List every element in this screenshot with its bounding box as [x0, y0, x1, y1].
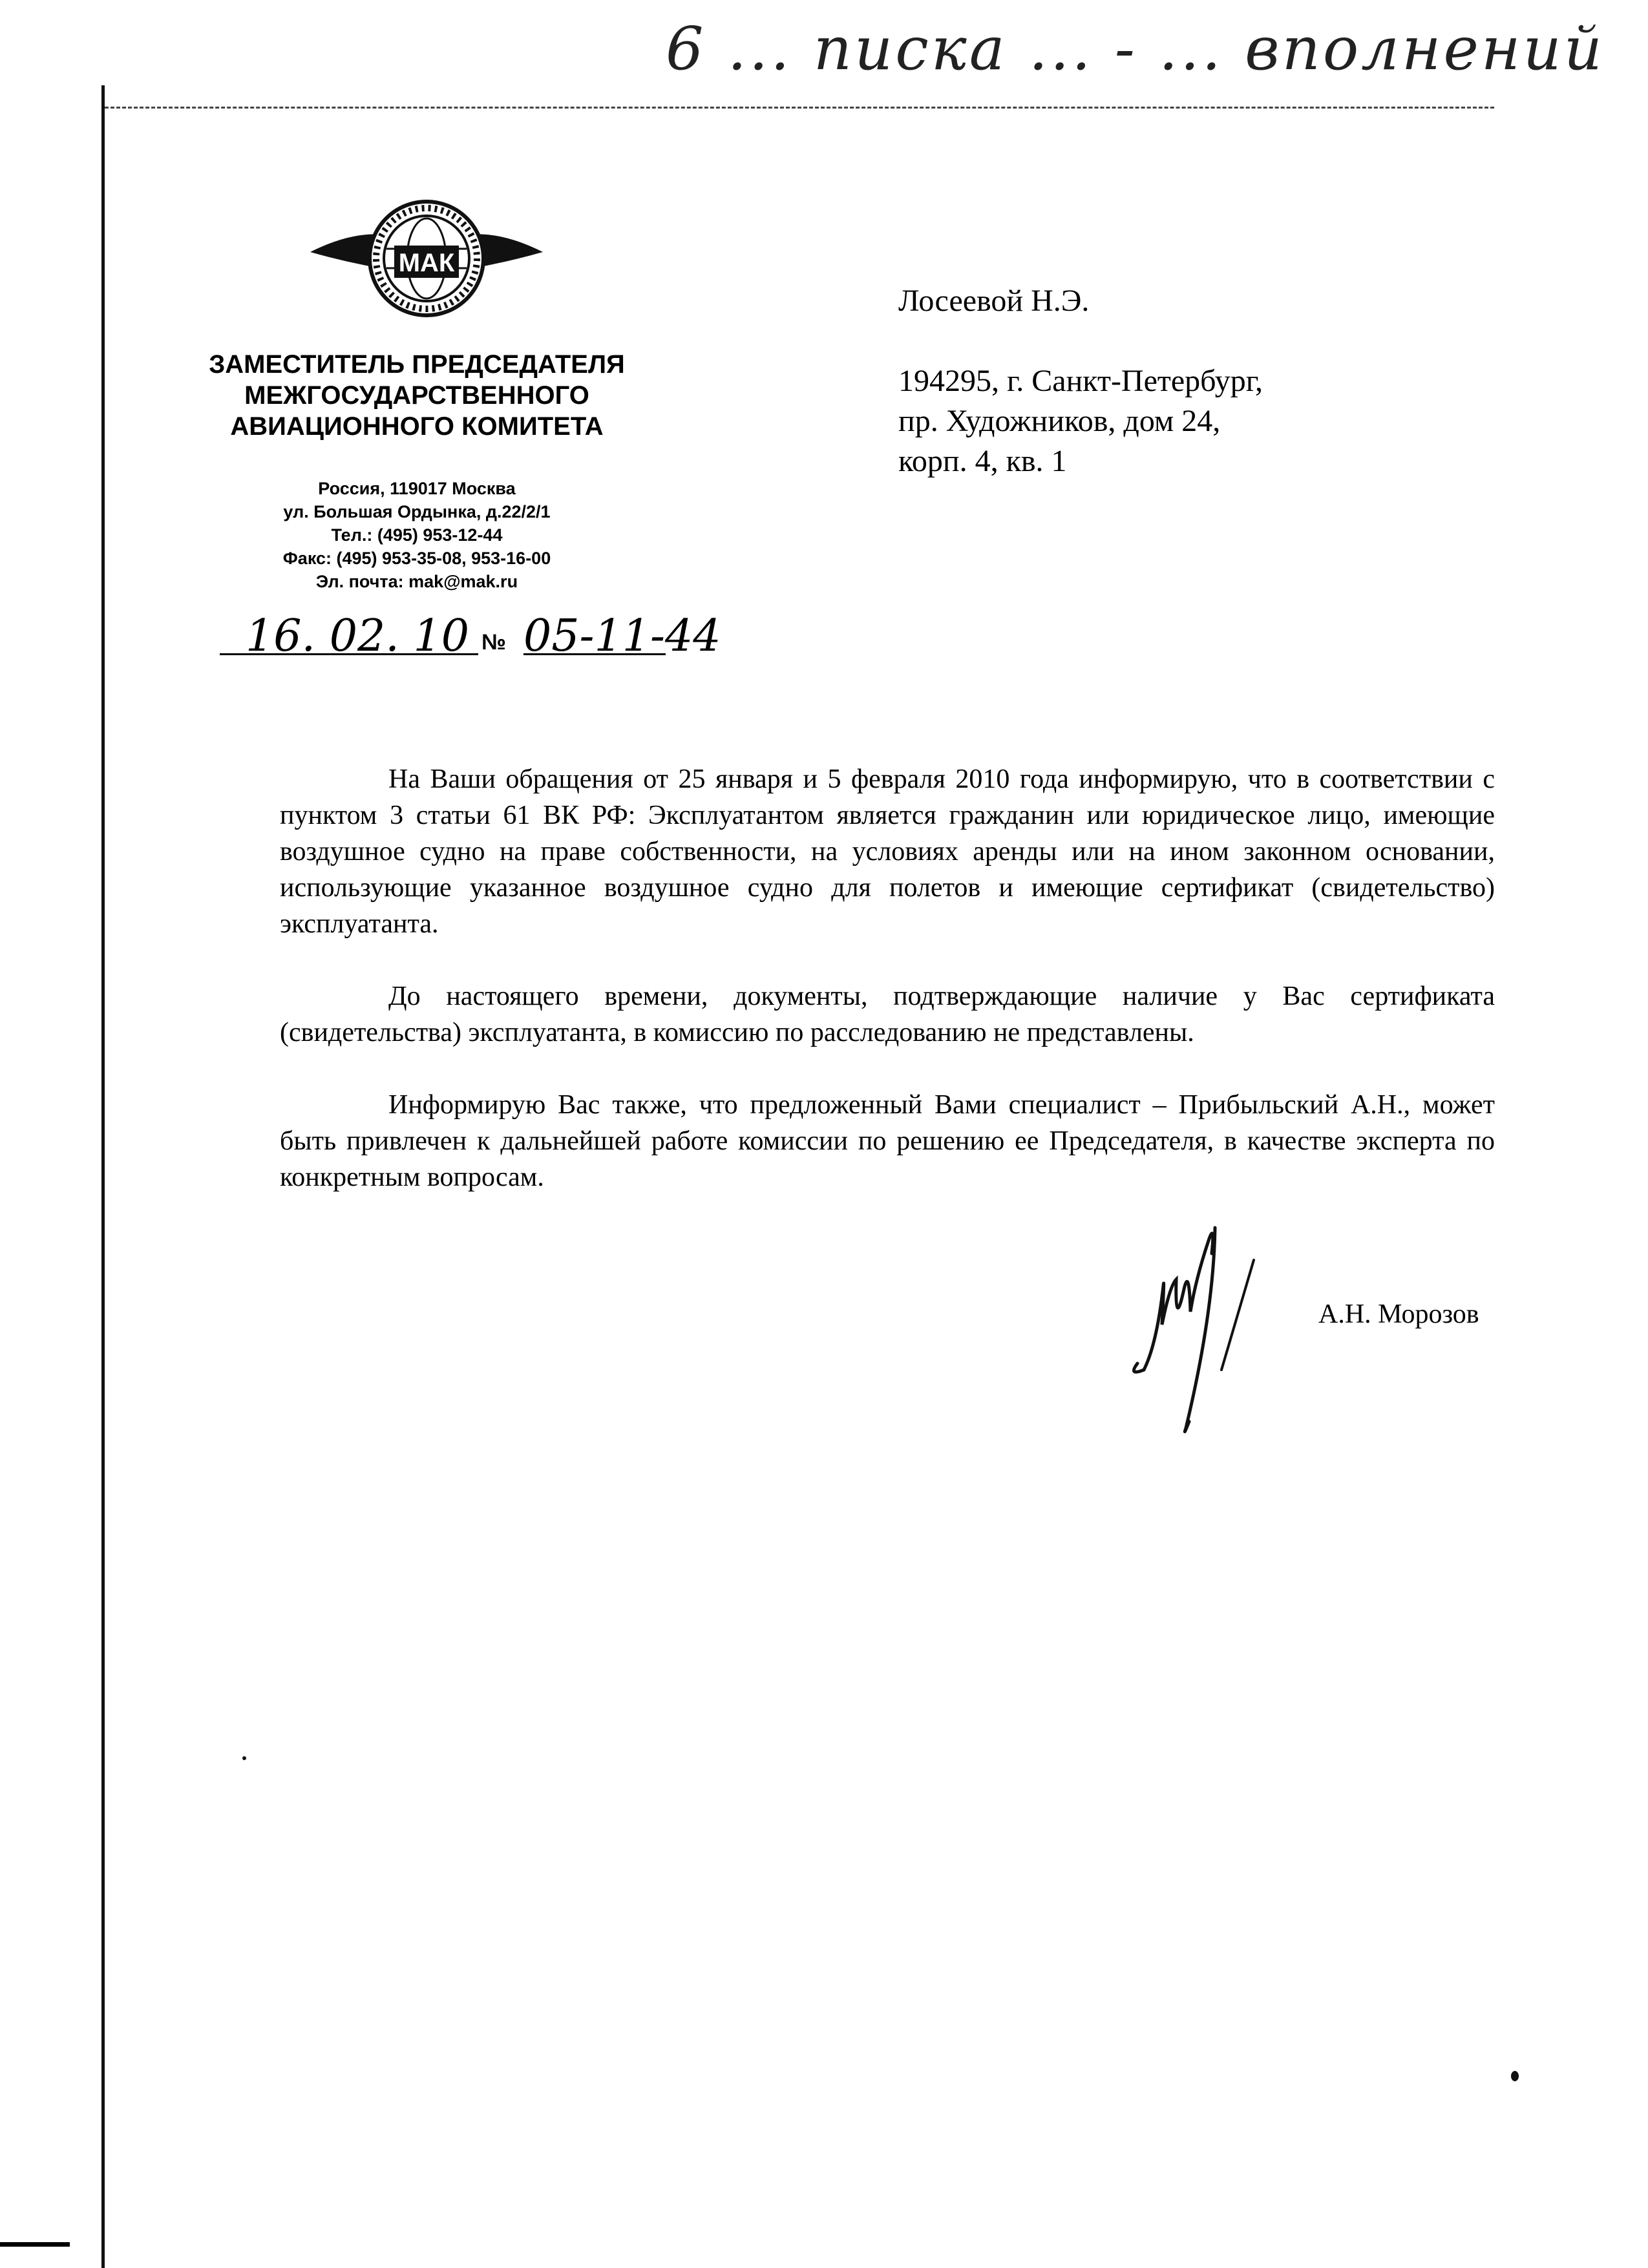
recipient-name: Лосеевой Н.Э. — [898, 284, 1090, 318]
organization-line: ЗАМЕСТИТЕЛЬ ПРЕДСЕДАТЕЛЯ — [209, 350, 625, 379]
scan-bottom-mark — [0, 2242, 70, 2247]
scan-left-edge-line — [101, 85, 105, 2268]
body-paragraph: Информирую Вас также, что предложенный Вами специалист – Прибыльский А.Н., может быть привлечен к дальнейшей работе комиссии по решению ее Председателя, в качестве эксперта по конкретным вопросам. — [280, 1090, 1495, 1192]
organization-line: АВИАЦИОННОГО КОМИТЕТА — [230, 412, 604, 441]
number-label: № — [481, 630, 506, 655]
body-paragraph: На Ваши обращения от 25 января и 5 февраля 2010 года информирую, что в соответствии с пунктом 3 статьи 61 ВК РФ: Эксплуатантом является гражданин или юридическое лицо, имеющие воздушное судно на праве собственности, на условиях аренды или на ином законном основании, использующие указанное воздушное судно для полетов и имеющие сертификат (свидетельство) эксплуатанта. — [280, 764, 1495, 939]
scan-speck — [242, 1756, 246, 1760]
email-line: Эл. почта: mak@mak.ru — [315, 572, 518, 591]
organization-title — [187, 349, 646, 442]
logo-text: МАК — [398, 249, 455, 277]
phone-line: Тел.: (495) 953-12-44 — [331, 525, 503, 545]
recipient-block — [898, 281, 1263, 481]
number-underline — [523, 653, 666, 655]
address-line: Россия, 119017 Москва — [318, 479, 516, 498]
letter-date: 16. 02. 10 — [246, 611, 470, 662]
scan-speck — [1511, 2071, 1519, 2081]
fax-line: Факс: (495) 953-35-08, 953-16-00 — [282, 549, 551, 568]
reference-row — [220, 611, 721, 662]
mak-emblem-logo — [304, 187, 549, 336]
organization-line: МЕЖГОСУДАРСТВЕННОГО — [244, 381, 589, 410]
recipient-address-line: 194295, г. Санкт-Петербург, — [898, 364, 1263, 398]
letter-body — [280, 761, 1495, 1232]
body-paragraph: До настоящего времени, документы, подтверждающие наличие у Вас сертификата (свидетельства) эксплуатанта, в комиссию по расследованию не представлены. — [280, 982, 1495, 1047]
date-underline — [220, 653, 478, 655]
recipient-address-line: корп. 4, кв. 1 — [898, 444, 1067, 478]
handwritten-signature — [1125, 1215, 1286, 1447]
handwritten-note: 6 ... писка ... - ... вполнений — [666, 14, 1605, 83]
letterhead-contacts — [187, 477, 646, 593]
address-line: ул. Большая Ордынка, д.22/2/1 — [283, 502, 551, 521]
signer-name: А.Н. Морозов — [1318, 1299, 1479, 1329]
letter-number: 05-11-44 — [523, 611, 721, 662]
recipient-address-line: пр. Художников, дом 24, — [898, 404, 1221, 438]
scan-top-dashed-line — [105, 107, 1494, 109]
